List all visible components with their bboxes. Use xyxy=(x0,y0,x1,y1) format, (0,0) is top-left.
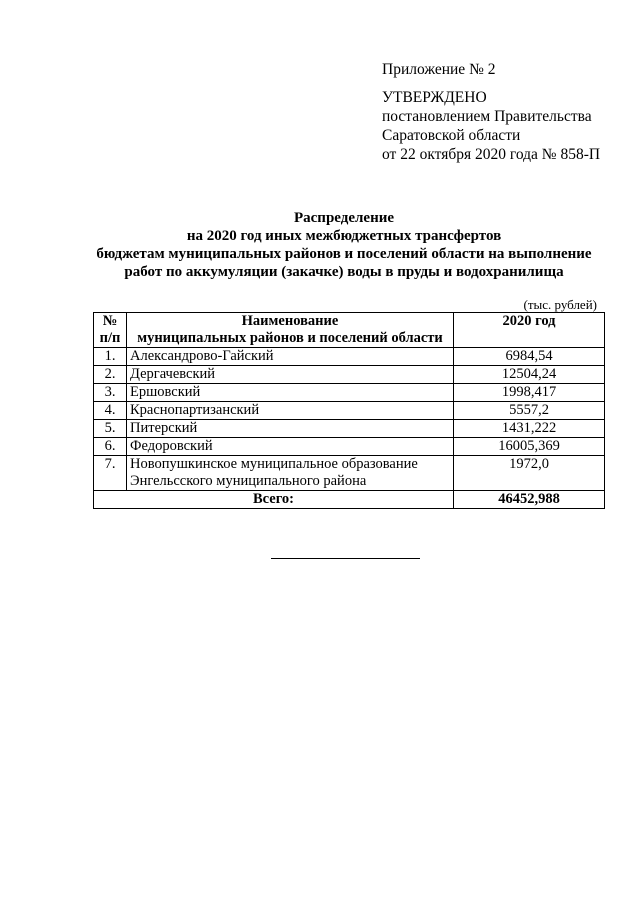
approval-line-2: Саратовской области xyxy=(382,127,521,144)
units-note: (тыс. рублей) xyxy=(523,297,597,312)
title-line-2: на 2020 год иных межбюджетных трансфертов xyxy=(186,228,502,244)
distribution-table xyxy=(93,312,605,509)
row-name: Краснопартизанский xyxy=(127,402,454,420)
approval-block xyxy=(382,60,622,164)
row-amount: 6984,54 xyxy=(454,348,605,366)
header-name-line-1: Наименование xyxy=(241,313,339,329)
row-name-line-2: Энгельсского муниципального района xyxy=(130,473,367,489)
row-number: 3. xyxy=(94,384,127,402)
row-name: Питерский xyxy=(127,420,454,438)
header-name-line-2: муниципальных районов и поселений области xyxy=(137,330,443,346)
row-number: 5. xyxy=(94,420,127,438)
table-row xyxy=(94,348,605,366)
end-divider-line xyxy=(271,558,420,559)
title-line-4: работ по аккумуляции (закачке) воды в пруды и водохранилища xyxy=(124,264,564,280)
appendix-number: Приложение № 2 xyxy=(382,61,496,78)
approval-line-1: постановлением Правительства xyxy=(382,108,592,125)
title-line-1: Распределение xyxy=(293,210,395,226)
table-row xyxy=(94,420,605,438)
table-header-row xyxy=(94,313,605,348)
row-number: 2. xyxy=(94,366,127,384)
row-amount: 16005,369 xyxy=(454,438,605,456)
row-number: 6. xyxy=(94,438,127,456)
document-title xyxy=(70,209,618,281)
title-line-3: бюджетам муниципальных районов и поселений области на выполнение xyxy=(96,246,592,262)
header-number-line-1: № xyxy=(102,313,118,329)
total-label: Всего: xyxy=(94,491,454,509)
row-amount: 1431,222 xyxy=(454,420,605,438)
table-row xyxy=(94,456,605,491)
header-name xyxy=(127,313,454,348)
row-amount: 1972,0 xyxy=(454,456,605,491)
total-amount: 46452,988 xyxy=(454,491,605,509)
row-number: 7. xyxy=(94,456,127,491)
row-name xyxy=(127,456,454,491)
row-number: 4. xyxy=(94,402,127,420)
row-name: Дергачевский xyxy=(127,366,454,384)
table-row xyxy=(94,384,605,402)
header-number-line-2: п/п xyxy=(99,330,121,346)
table-row xyxy=(94,366,605,384)
row-name: Ершовский xyxy=(127,384,454,402)
table-row xyxy=(94,438,605,456)
header-amount: 2020 год xyxy=(454,313,605,348)
total-row xyxy=(94,491,605,509)
row-amount: 12504,24 xyxy=(454,366,605,384)
row-number: 1. xyxy=(94,348,127,366)
row-name-line-1: Новопушкинское муниципальное образование xyxy=(130,456,418,472)
approval-line-3: от 22 октября 2020 года № 858-П xyxy=(382,146,601,163)
row-amount: 5557,2 xyxy=(454,402,605,420)
table-row xyxy=(94,402,605,420)
row-name: Федоровский xyxy=(127,438,454,456)
header-number xyxy=(94,313,127,348)
approved-label: УТВЕРЖДЕНО xyxy=(382,89,487,106)
row-amount: 1998,417 xyxy=(454,384,605,402)
row-name: Александрово-Гайский xyxy=(127,348,454,366)
